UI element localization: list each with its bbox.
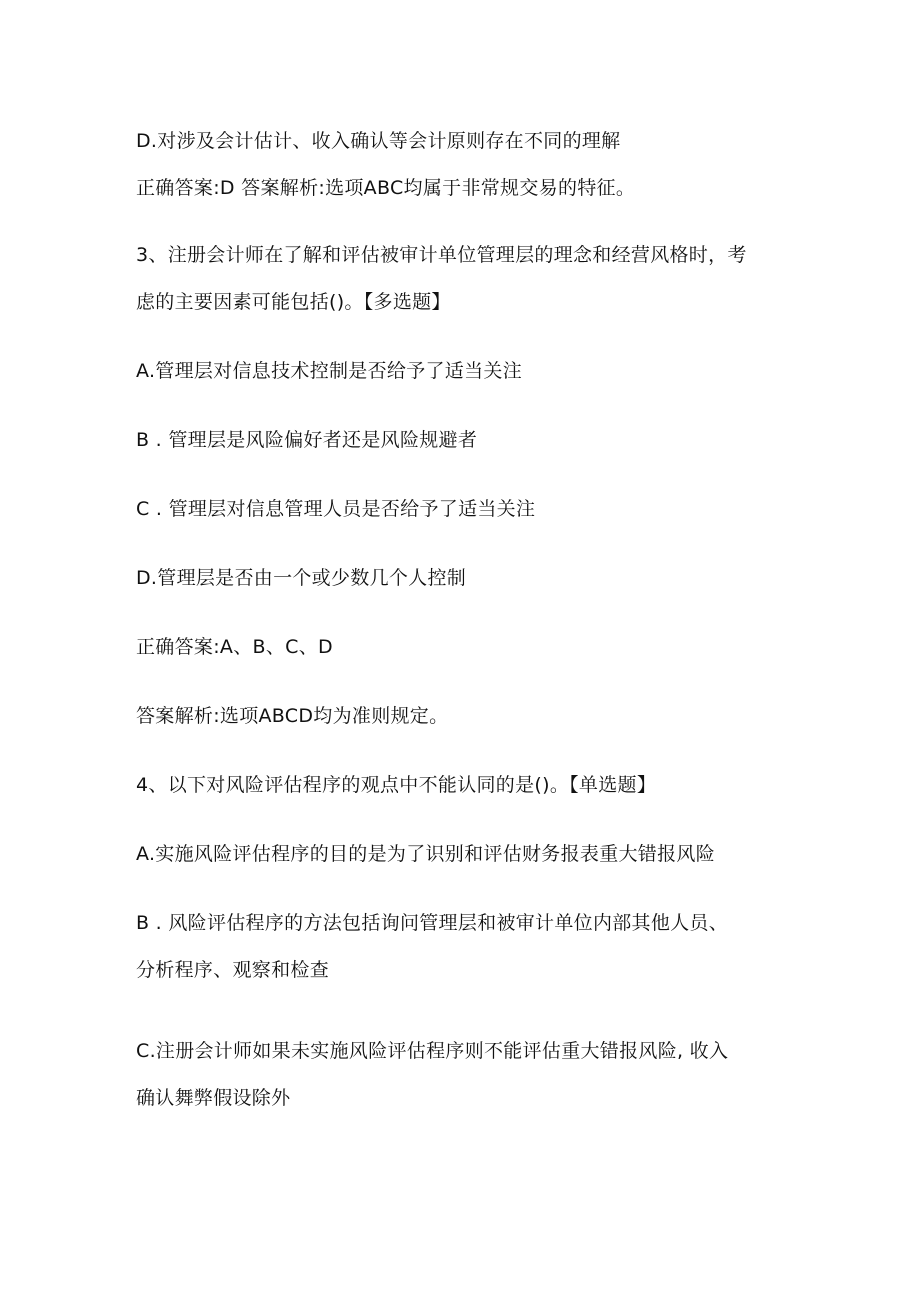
q4-option-c-line2: 确认舞弊假设除外 bbox=[136, 1087, 291, 1109]
q3-option-c: C . 管理层对信息管理人员是否给予了适当关注 bbox=[136, 498, 536, 520]
q3-option-d: D.管理层是否由一个或少数几个人控制 bbox=[136, 567, 467, 589]
q3-option-b: B . 管理层是风险偏好者还是风险规避者 bbox=[136, 429, 478, 451]
q2-option-d: D.对涉及会计估计、收入确认等会计原则存在不同的理解 bbox=[136, 130, 621, 152]
q3-option-a: A.管理层对信息技术控制是否给予了适当关注 bbox=[136, 360, 523, 382]
q4-option-b-line2: 分析程序、观察和检查 bbox=[136, 959, 330, 981]
q4-option-b-line1: B . 风险评估程序的方法包括询问管理层和被审计单位内部其他人员、 bbox=[136, 912, 729, 934]
q3-answer: 正确答案:A、B、C、D bbox=[136, 636, 333, 658]
q4-option-a: A.实施风险评估程序的目的是为了识别和评估财务报表重大错报风险 bbox=[136, 843, 716, 865]
q3-analysis: 答案解析:选项ABCD均为准则规定。 bbox=[136, 705, 449, 727]
q3-stem-line2: 虑的主要因素可能包括()。【多选题】 bbox=[136, 291, 451, 313]
q4-option-c-line1: C.注册会计师如果未实施风险评估程序则不能评估重大错报风险, 收入 bbox=[136, 1040, 729, 1062]
q3-stem-line1: 3、注册会计师在了解和评估被审计单位管理层的理念和经营风格时，考 bbox=[136, 244, 747, 266]
q2-answer-analysis: 正确答案:D 答案解析:选项ABC均属于非常规交易的特征。 bbox=[136, 177, 636, 199]
q4-stem: 4、以下对风险评估程序的观点中不能认同的是()。【单选题】 bbox=[136, 774, 657, 796]
